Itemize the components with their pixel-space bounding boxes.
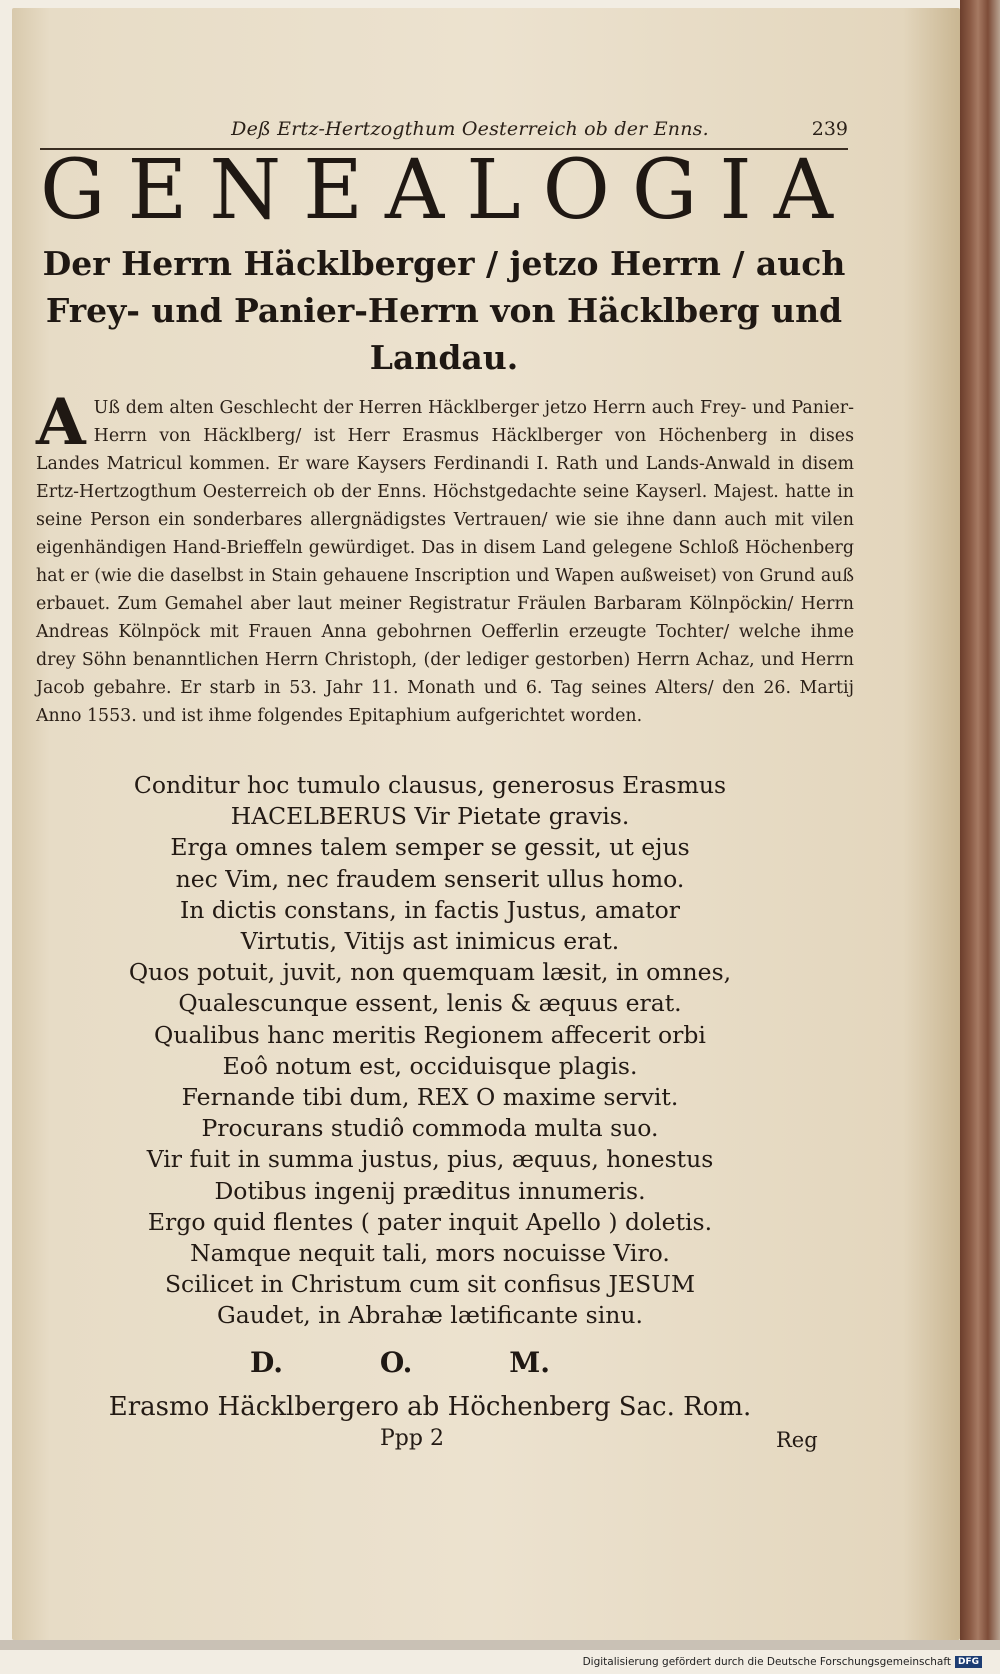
epitaph-line: Vir fuit in summa justus, pius, æquus, honestus (146, 1145, 714, 1174)
epitaph-poem (100, 770, 760, 1332)
drop-cap: A (36, 385, 86, 460)
epitaph-line: Scilicet in Christum cum sit confisus JESUM (164, 1270, 696, 1299)
dom-letter: D. (250, 1346, 284, 1379)
dom-letter: O. (379, 1346, 413, 1379)
page-title: GENEALOGIA (40, 143, 855, 238)
scan-border (0, 1640, 1000, 1650)
digitization-credit (564, 1652, 982, 1672)
epitaph-line: Qualibus hanc meritis Regionem affecerit orbi (154, 1020, 706, 1049)
epitaph-line: Procurans studiô commoda multa suo. (201, 1114, 659, 1143)
epitaph-line: Fernande tibi dum, REX O maxime servit. (181, 1083, 679, 1112)
credit-text: Digitalisierung gefördert durch die Deutsche Forschungsgemeinschaft (582, 1656, 951, 1668)
epitaph-line: Conditur hoc tumulo clausus, generosus Erasmus (133, 771, 727, 799)
dfg-logo: DFG (955, 1656, 982, 1668)
epitaph-line: Dotibus ingenij præditus innumeris. (214, 1176, 646, 1205)
catchword: Reg (776, 1428, 818, 1452)
dedication-line: Erasmo Häcklbergero ab Höchenberg Sac. Rom. (108, 1392, 752, 1422)
epitaph-line: Qualescunque essent, lenis & æquus erat. (178, 989, 682, 1018)
epitaph-line: nec Vim, nec fraudem senserit ullus homo. (175, 864, 685, 893)
dom-letter: M. (509, 1346, 550, 1379)
epitaph-line: HACELBERUS Vir Pietate gravis. (230, 802, 630, 831)
body-paragraph (36, 385, 854, 730)
page-subtitle: Der Herrn Häcklberger / jetzo Herrn / auch Frey- und Panier-Herrn von Häcklberg und Landau. (42, 244, 846, 377)
epitaph-line: Eoô notum est, occiduisque plagis. (222, 1051, 638, 1080)
epitaph-line: Erga omnes talem semper se gessit, ut ejus (170, 833, 690, 862)
epitaph-line: Namque nequit tali, mors nocuisse Viro. (190, 1239, 670, 1268)
body-text: Uß dem alten Geschlecht der Herren Häcklberger jetzo Herrn auch Frey- und Panier-Herrn von Häcklberg/ ist Herr Erasmus Häcklberger von Höchenberg in dises Landes Matricul kommen. Er ware Kaysers Ferdinandi I. Rath und Lands-Anwald in disem Ertz-Hertzogthum Oesterreich ob der Enns. Höchstgedachte seine Kayserl. Majest. hatte in seine Person ein sonderbares allergnädigstes Vertrauen/ wie sie ihne dann auch mit vilen eigenhändigen Hand-Brieffeln gewürdiget. Das in disem Land gelegene Schloß Höchenberg hat er (wie die daselbst in Stain gehauene Inscription und Wapen außweiset) von Grund auß erbauet. Zum Gemahel aber laut meiner Registratur Fräulen Barbaram Kölnpöckin/ Herrn Andreas Kölnpöck mit Frauen Anna gebohrnen Oefferlin erzeugte Tochter/ welche ihme drey Söhn benanntlichen Herrn Christoph, (der lediger gestorben) Herrn Achaz, und Herrn Jacob gebahre. Er starb in 53. Jahr 11. Monath und 6. Tag seines Alters/ den 26. Martij Anno 1553. und ist ihme folgendes Epitaphium aufgerichtet worden. (36, 398, 854, 726)
page-number: 239 (811, 118, 848, 140)
epitaph-line: Quos potuit, juvit, non quemquam læsit, in omnes, (128, 958, 732, 987)
epitaph-line: In dictis constans, in factis Justus, amator (180, 895, 680, 924)
epitaph-line: Ergo quid flentes ( pater inquit Apello ) doletis. (147, 1207, 713, 1236)
running-head: Deß Ertz-Hertzogthum Oesterreich ob der Enns. (231, 118, 709, 140)
epitaph-line: Virtutis, Vitijs ast inimicus erat. (240, 927, 620, 956)
dom-inscription (250, 1346, 550, 1379)
signature-mark: Ppp 2 (380, 1426, 444, 1451)
book-fore-edge (960, 0, 1000, 1648)
epitaph-line: Gaudet, in Abrahæ lætificante sinu. (216, 1301, 643, 1330)
